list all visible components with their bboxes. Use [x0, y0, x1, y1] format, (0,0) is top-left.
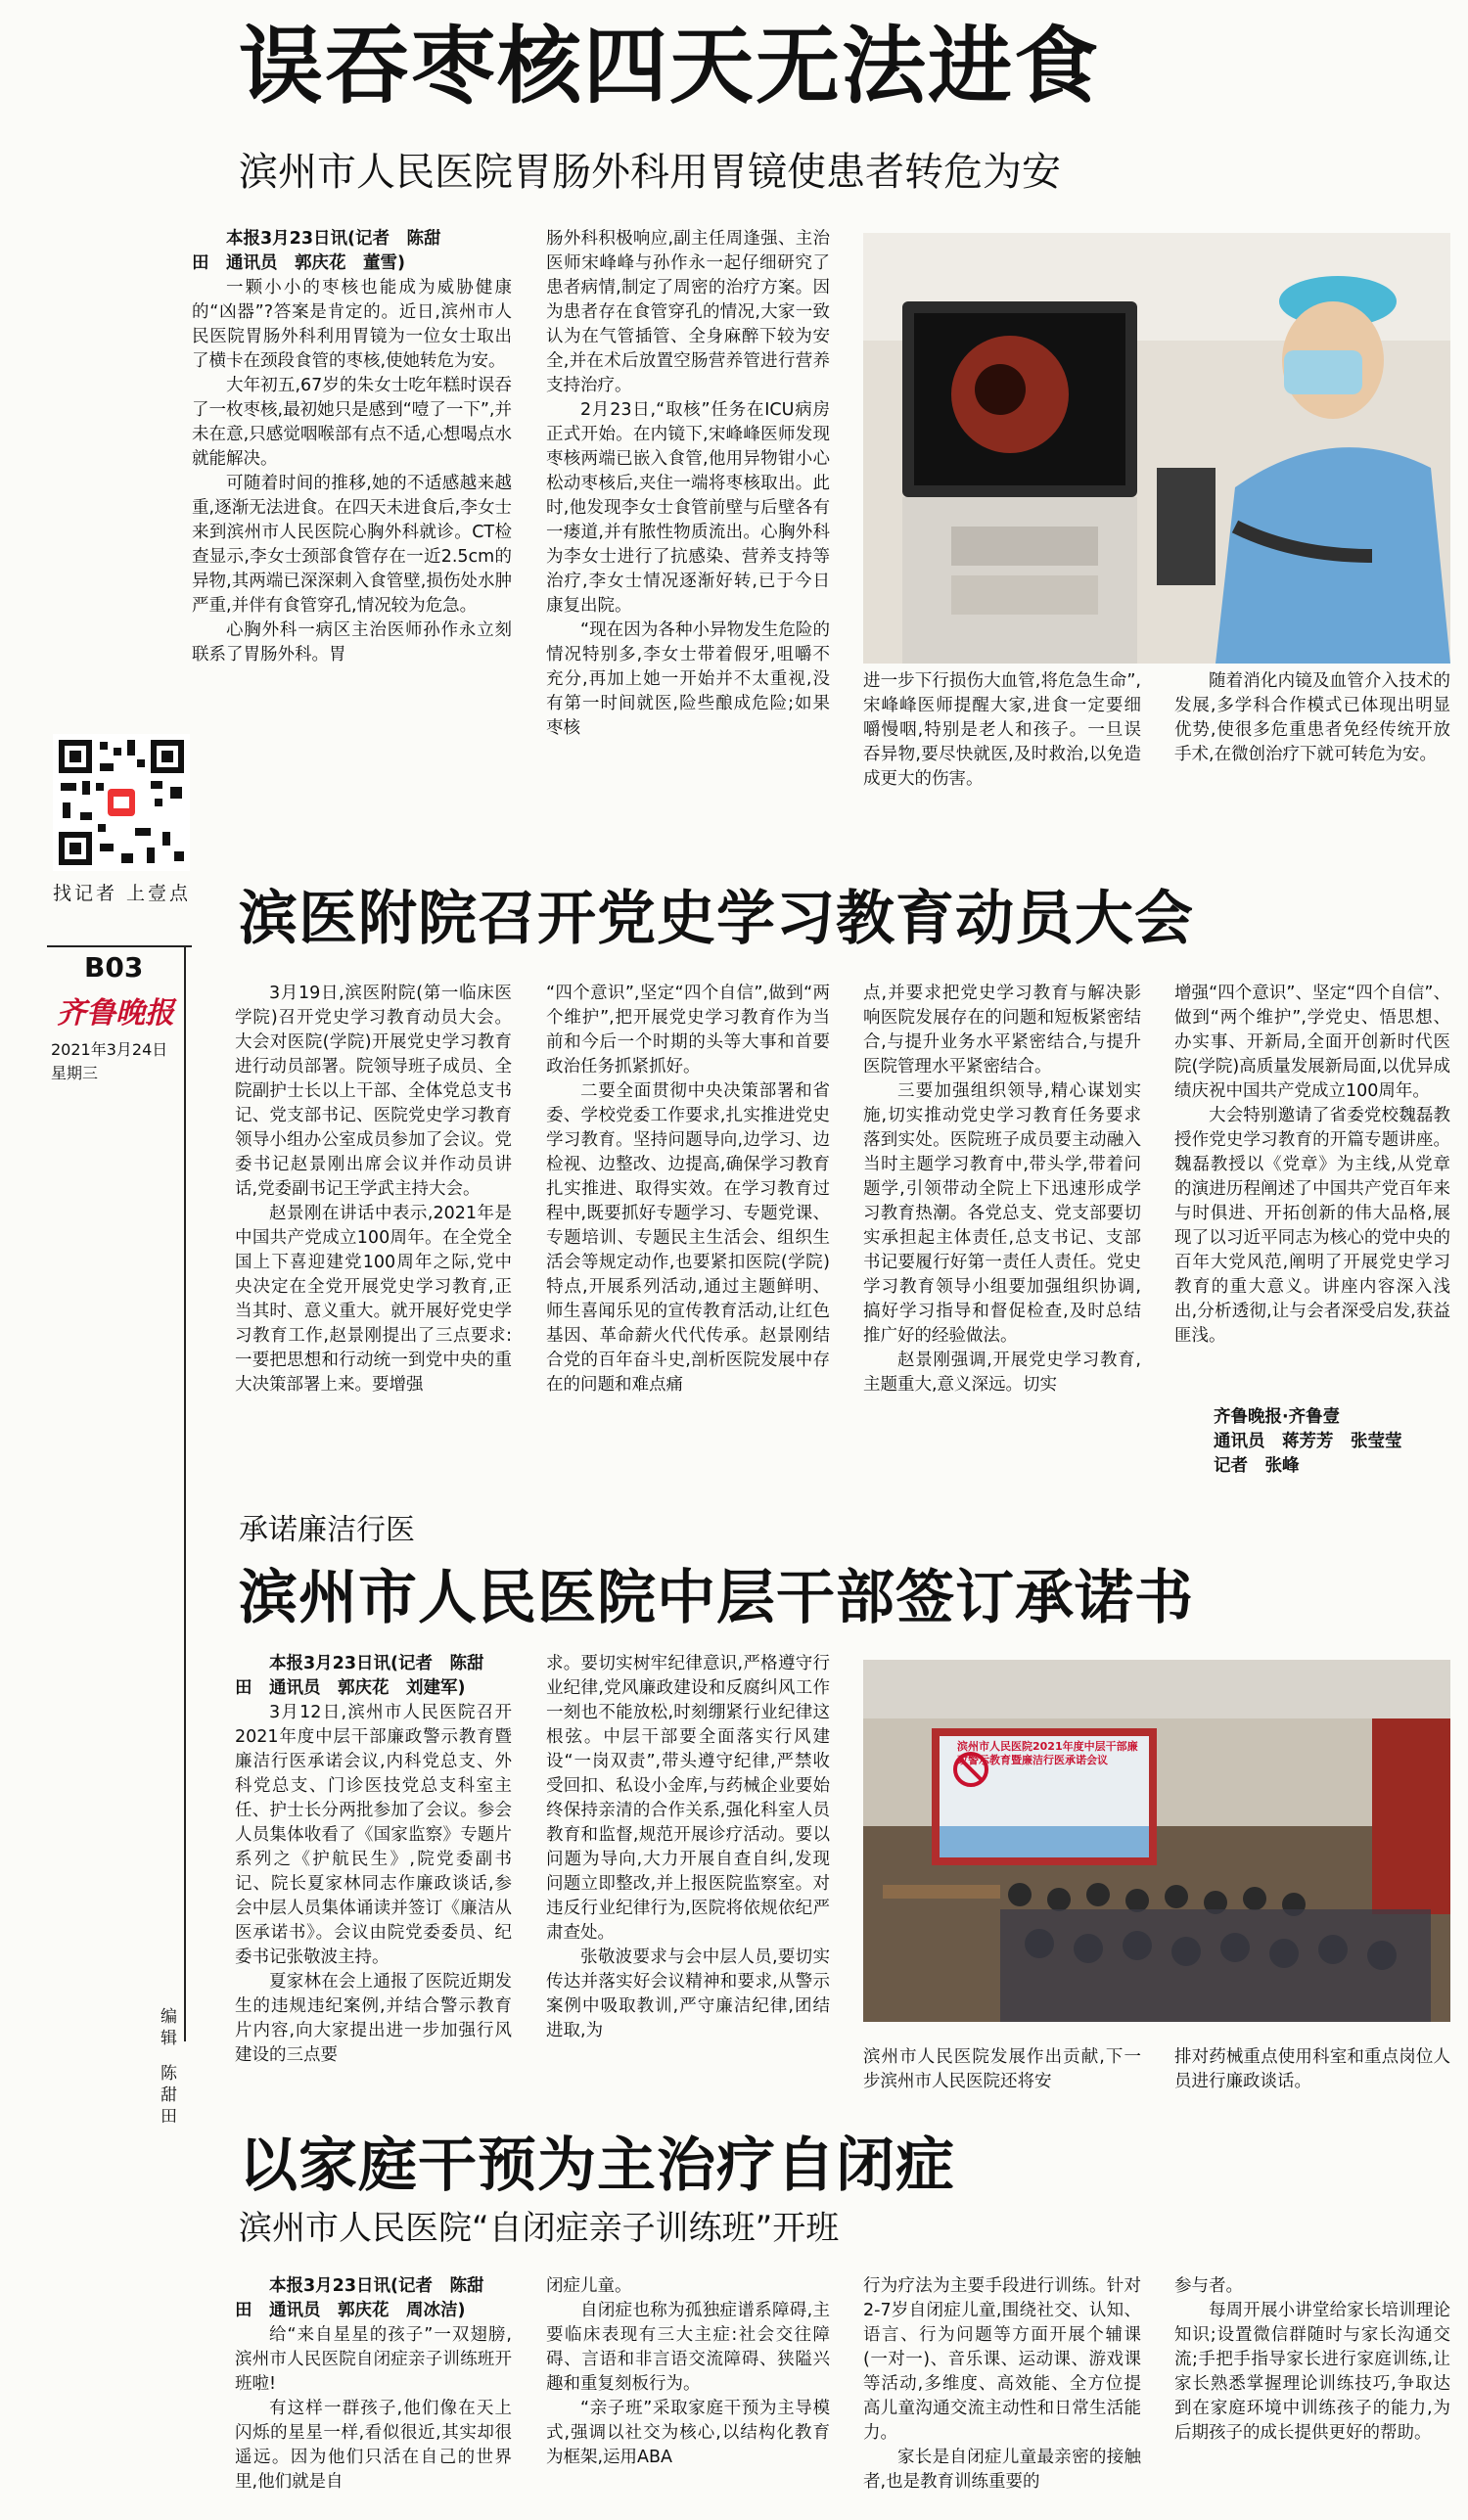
paragraph: 肠外科积极响应,副主任周逢强、主治医师宋峰峰与孙作永一起仔细研究了患者病情,制定了周密的治疗方案。因为患者存在食管穿孔的情况,大家一致认为在气管插管、全身麻醉下较为安全,并在术后放置空肠营养管进行营养支持治疗。: [546, 229, 830, 395]
paragraph: 夏家林在会上通报了医院近期发生的违规违纪案例,并结合警示教育片内容,向大家提出进一步加强行风建设的三点要: [235, 1972, 512, 2065]
article1-column-2: [546, 227, 830, 814]
sidebar-vertical-rule: [184, 945, 186, 2041]
signature-line: 通讯员 蒋芳芳 张莹莹: [1214, 1432, 1402, 1451]
signature-line: 记者 张峰: [1214, 1456, 1300, 1476]
article3-headline: 滨州市人民医院中层干部签订承诺书: [239, 1564, 1194, 1632]
paragraph: 每周开展小讲堂给家长培训理论知识;设置微信群随时与家长沟通交流;手把手指导家长进行家庭训练,让家长熟悉掌握理论训练技巧,争取达到在家庭环境中训练孩子的能力,为后期孩子的成长提供更好的帮助。: [1174, 2301, 1450, 2443]
article2-signature: [1214, 1405, 1450, 1484]
paragraph: 可随着时间的推移,她的不适感越来越重,逐渐无法进食。在四天未进食后,李女士来到滨州市人民医院心胸外科就诊。CT检查显示,李女士颈部食管存在一近2.5cm的异物,其两端已深深刺入食管壁,损伤处水肿严重,并伴有食管穿孔,情况较为危急。: [192, 474, 512, 616]
issue-date: 2021年3月24日: [51, 1040, 168, 1059]
article1-column-1: [192, 227, 512, 814]
editor-label: 编辑: [161, 2007, 177, 2048]
article4-column-1: [235, 2274, 512, 2519]
article3-byline-a: 本报3月23日讯(记者 陈甜: [269, 1654, 484, 1673]
paragraph: 2月23日,“取核”任务在ICU病房正式开始。在内镜下,宋峰峰医师发现枣核两端已嵌入食管,他用异物钳小心松动枣核后,夹住一端将枣核取出。此时,他发现李女士食管前壁与后壁各有一瘘道,并有脓性物质流出。心胸外科为李女士进行了抗感染、营养支持等治疗,李女士情况逐渐好转,已于今日康复出院。: [546, 400, 830, 616]
meeting-screen-text: 滨州市人民医院2021年度中层干部廉政警示教育暨廉洁行医承诺会议: [957, 1740, 1138, 1766]
article4-column-2: [546, 2274, 830, 2519]
paragraph: 增强“四个意识”、坚定“四个自信”、做到“两个维护”,学党史、悟思想、办实事、开新局,全面开创新时代医院(学院)高质量发展新局面,以优异成绩庆祝中国共产党成立100周年。: [1174, 984, 1450, 1101]
article1-byline-b: 田 通讯员 郭庆花 董雪): [192, 253, 405, 273]
paragraph: 排对药械重点使用科室和重点岗位人员进行廉政谈话。: [1174, 2047, 1450, 2091]
article2-column-1: [235, 982, 512, 1471]
article2-headline: 滨医附院召开党史学习教育动员大会: [239, 885, 1194, 953]
paragraph: “现在因为各种小异物发生危险的情况特别多,李女士带着假牙,咀嚼不充分,再加上她一开始并不太重视,没有第一时间就医,险些酿成危险;如果枣核: [546, 620, 830, 738]
paragraph: 大年初五,67岁的朱女士吃年糕时误吞了一枚枣核,最初她只是感到“噎了一下”,并未在意,只感觉咽喉部有点不适,心想喝点水就能解决。: [192, 376, 512, 469]
paragraph: 自闭症也称为孤独症谱系障碍,主要临床表现有三大主症:社会交往障碍、言语和非言语交流障碍、狭隘兴趣和重复刻板行为。: [546, 2301, 830, 2394]
qr-caption: 找记者 上壹点: [53, 883, 192, 904]
paragraph: 赵景刚在讲话中表示,2021年是中国共产党成立100周年。在全党全国上下喜迎建党100周年之际,党中央决定在全党开展党史学习教育,正当其时、意义重大。就开展好党史学习教育工作,赵景刚提出了三点要求:一要把思想和行动统一到党中央的重大决策部署上来。要增强: [235, 1204, 512, 1395]
paragraph: 一颗小小的枣核也能成为威胁健康的“凶器”?答案是肯定的。近日,滨州市人民医院胃肠外科利用胃镜为一位女士取出了横卡在颈段食管的枣核,使她转危为安。: [192, 278, 512, 371]
paragraph: 点,并要求把党史学习教育与解决影响医院发展存在的问题和短板紧密结合,与提升业务水平紧密结合,与提升医院管理水平紧密结合。: [863, 984, 1141, 1077]
paragraph: 三要加强组织领导,精心谋划实施,切实推动党史学习教育任务要求落到实处。医院班子成员要主动融入当时主题学习教育中,带头学,带着问题学,引领带动全院上下迅速形成学习教育热潮。各党总支、党支部要切实承担起主体责任,总支书记、支部书记要履行好第一责任人责任。党史学习教育领导小组要加强组织协调,搞好学习指导和督促检查,及时总结推广好的经验做法。: [863, 1081, 1141, 1346]
paragraph: 随着消化内镜及血管介入技术的发展,多学科合作模式已体现出明显优势,使很多危重患者免经传统开放手术,在微创治疗下就可转危为安。: [1174, 671, 1450, 764]
paragraph: 滨州市人民医院发展作出贡献,下一步滨州市人民医院还将安: [863, 2047, 1141, 2091]
article3-byline-b: 田 通讯员 郭庆花 刘建军): [235, 1678, 466, 1698]
article3-column-1: [235, 1652, 512, 2102]
paragraph: 家长是自闭症儿童最亲密的接触者,也是教育训练重要的: [863, 2448, 1141, 2492]
article4-column-3: [863, 2274, 1141, 2519]
paragraph: 张敬波要求与会中层人员,要切实传达并落实好会议精神和要求,从警示案例中吸取教训,严守廉洁纪律,团结进取,为: [546, 1947, 830, 2040]
article4-subheadline: 滨州市人民医院“自闭症亲子训练班”开班: [239, 2209, 840, 2248]
paragraph: 3月19日,滨医附院(第一临床医学院)召开党史学习教育动员大会。大会对医院(学院)开展党史学习教育进行动员部署。院领导班子成员、全院副护士长以上干部、全体党总支书记、党支部书记、医院党史学习教育领导小组办公室成员参加了会议。党委书记赵景刚出席会议并作动员讲话,党委副书记王学武主持大会。: [235, 984, 512, 1199]
paragraph: 闭症儿童。: [546, 2276, 632, 2296]
paragraph: 求。要切实树牢纪律意识,严格遵守行业纪律,党风廉政建设和反腐纠风工作一刻也不能放松,时刻绷紧行业纪律这根弦。中层干部要全面落实行风建设“一岗双责”,带头遵守纪律,严禁收受回扣、私设小金库,与药械企业要始终保持亲清的合作关系,强化科室人员教育和监督,规范开展诊疗活动。要以问题为导向,大力开展自查自纠,发现问题立即整改,并上报医院监察室。对违反行业纪律行为,医院将依规依纪严肃查处。: [546, 1654, 830, 1943]
paragraph: 赵景刚强调,开展党史学习教育,主题重大,意义深远。切实: [863, 1351, 1141, 1395]
paragraph: 进一步下行损伤大血管,将危急生命”,宋峰峰医师提醒大家,进食一定要细嚼慢咽,特别是老人和孩子。一旦误吞异物,要尽快就医,及时救治,以免造成更大的伤害。: [863, 671, 1141, 789]
paragraph: 二要全面贯彻中央决策部署和省委、学校党委工作要求,扎实推进党史学习教育。坚持问题导向,边学习、边检视、边整改、边提高,确保学习教育扎实推进、取得实效。在学习教育过程中,既要抓好专题学习、专题党课、专题培训、专题民主生活会、组织生活会等规定动作,也要紧扣医院(学院)特点,开展系列活动,通过主题鲜明、师生喜闻乐见的宣传教育活动,让红色基因、革命薪火代代传承。赵景刚结合党的百年奋斗史,剖析医院发展中存在的问题和难点痛: [546, 1081, 830, 1395]
article3-column-4: [1174, 2045, 1450, 2100]
article1-subheadline: 滨州市人民医院胃肠外科用胃镜使患者转危为安: [239, 150, 1061, 195]
qr-code[interactable]: [53, 734, 190, 871]
masthead-logo: 齐鲁晚报: [57, 996, 174, 1031]
paragraph: 有这样一群孩子,他们像在天上闪烁的星星一样,看似很近,其实却很遥远。因为他们只活在自己的世界里,他们就是自: [235, 2399, 512, 2492]
issue-weekday: 星期三: [51, 1064, 99, 1082]
article1-byline-a: 本报3月23日讯(记者 陈甜: [226, 229, 441, 249]
article2-column-4: [1174, 982, 1450, 1393]
qr-code-graphic: [53, 734, 190, 871]
paragraph: 参与者。: [1174, 2276, 1243, 2296]
article4-byline-a: 本报3月23日讯(记者 陈甜: [269, 2276, 484, 2296]
article1-headline: 误吞枣核四天无法进食: [239, 18, 1100, 115]
paragraph: 大会特别邀请了省委党校魏磊教授作党史学习教育的开篇专题讲座。魏磊教授以《党章》为主线,从党章的演进历程阐述了中国共产党百年来与时俱进、开拓创新的伟大品格,展现了以习近平同志为核心的党中央的百年大党风范,阐明了开展党史学习教育的重大意义。讲座内容深入浅出,分析透彻,让与会者深受启发,获益匪浅。: [1174, 1106, 1450, 1346]
endoscopy-photo: [863, 233, 1450, 664]
article1-column-4: [1174, 669, 1450, 826]
sidebar-divider-top: [47, 945, 192, 947]
article4-column-4: [1174, 2274, 1450, 2519]
paragraph: “亲子班”采取家庭干预为主导模式,强调以社交为核心,以结构化教育为框架,运用ABA: [546, 2399, 830, 2467]
article3-column-3: [863, 2045, 1141, 2100]
meeting-photo: [863, 1660, 1450, 2022]
paragraph: 3月12日,滨州市人民医院召开2021年度中层干部廉政警示教育暨廉洁行医承诺会议,内科党总支、外科党总支、门诊医技党总支科室主任、护士长分两批参加了会议。参会人员集体收看了《国家监察》专题片系列之《护航民生》,院党委副书记、院长夏家林同志作廉政谈话,参会中层人员集体诵读并签订《廉洁从医承诺书》。会议由院党委委员、纪委书记张敬波主持。: [235, 1703, 512, 1967]
editor-name: 陈甜田: [161, 2064, 177, 2127]
article4-headline: 以家庭干预为主治疗自闭症: [239, 2131, 955, 2200]
signature-line: 齐鲁晚报·齐鲁壹: [1214, 1407, 1341, 1427]
paragraph: 心胸外科一病区主治医师孙作永立刻联系了胃肠外科。胃: [192, 620, 512, 664]
paragraph: 给“来自星星的孩子”一双翅膀,滨州市人民医院自闭症亲子训练班开班啦!: [235, 2325, 512, 2394]
article1-column-3: [863, 669, 1141, 826]
article2-column-3: [863, 982, 1141, 1471]
article3-column-2: [546, 1652, 830, 2102]
paragraph: “四个意识”,坚定“四个自信”,做到“两个维护”,把开展党史学习教育作为当前和今后一个时期的头等大事和首要政治任务抓紧抓好。: [546, 984, 830, 1077]
page-number: B03: [84, 951, 144, 984]
paragraph: 行为疗法为主要手段进行训练。针对2-7岁自闭症儿童,围绕社交、认知、语言、行为问题等方面开展个辅课(一对一)、音乐课、运动课、游戏课等活动,多维度、高效能、全方位提高儿童沟通交流主动性和日常生活能力。: [863, 2276, 1141, 2443]
article4-byline-b: 田 通讯员 郭庆花 周冰洁): [235, 2301, 466, 2320]
article2-column-2: [546, 982, 830, 1471]
article3-kicker: 承诺廉洁行医: [239, 1513, 415, 1547]
